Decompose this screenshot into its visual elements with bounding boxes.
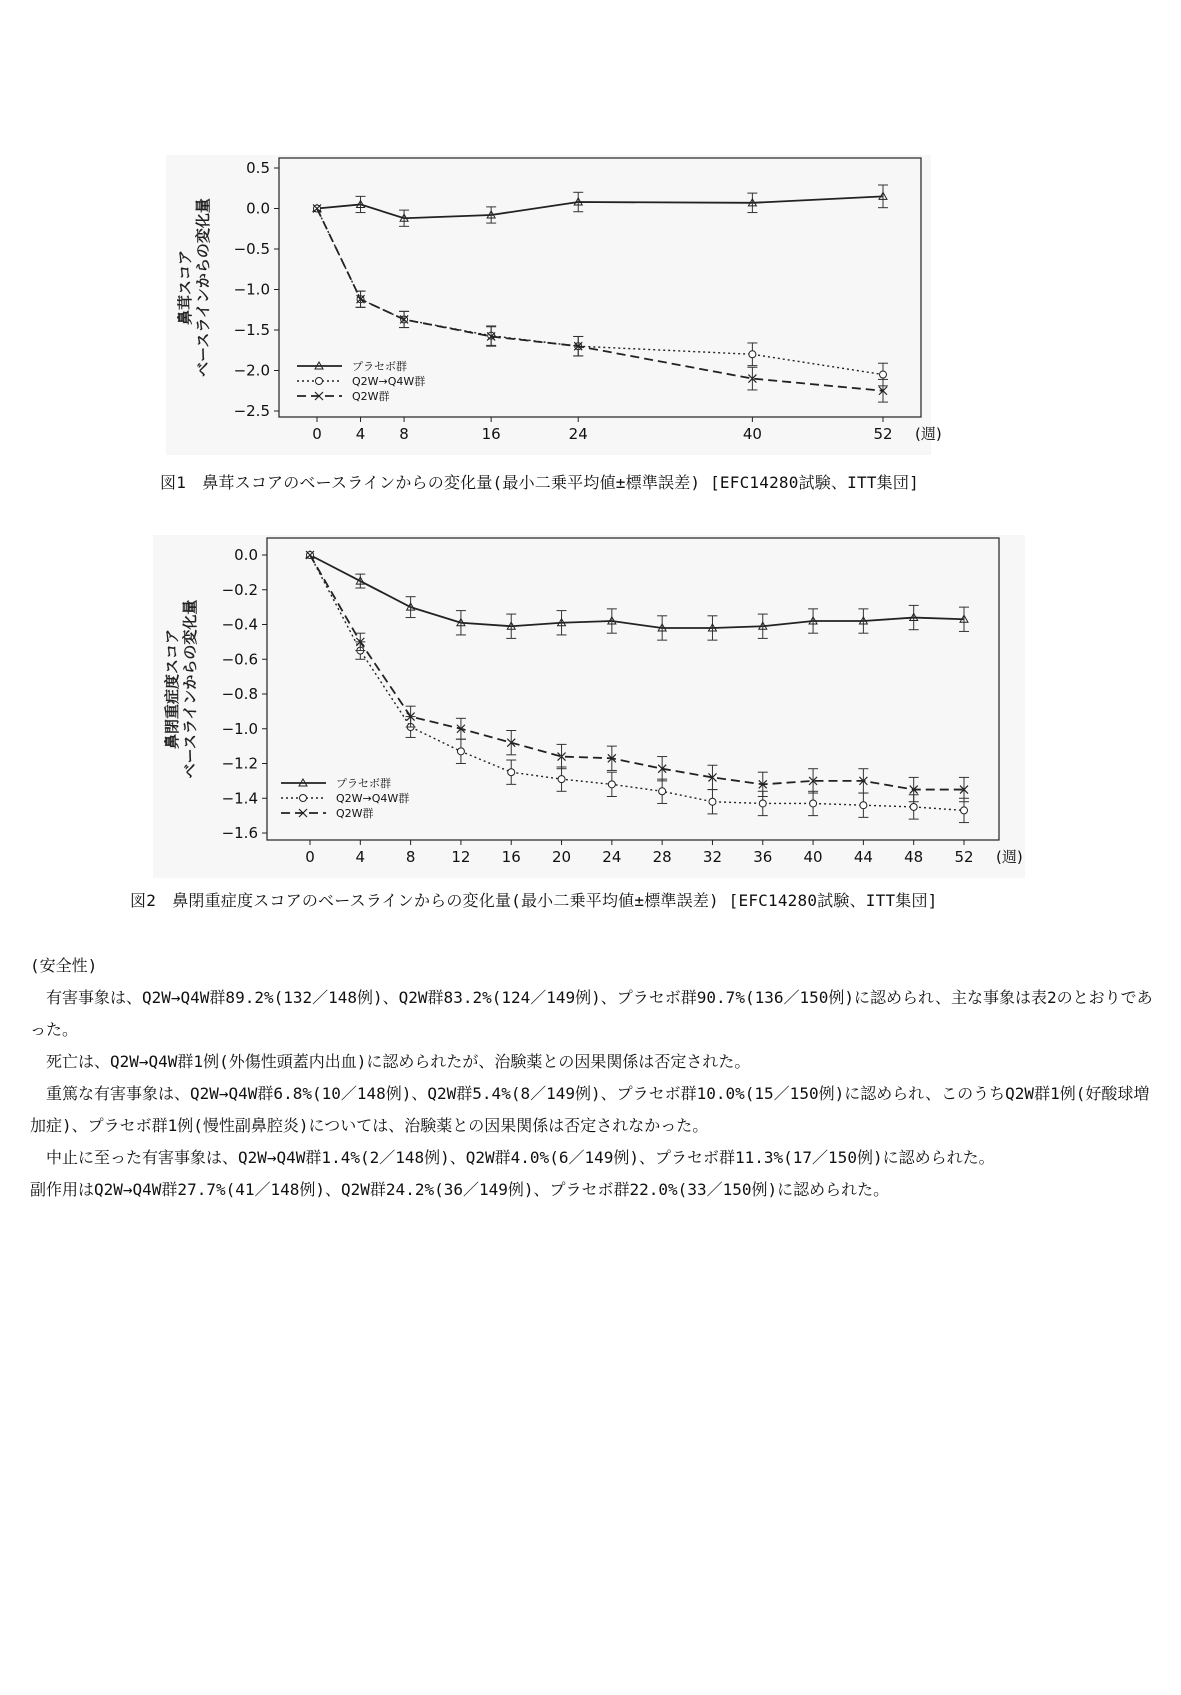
series-line bbox=[317, 196, 883, 218]
y-tick-label: −0.5 bbox=[233, 240, 270, 258]
x-tick-label: 4 bbox=[355, 425, 366, 443]
x-tick-label: 24 bbox=[602, 848, 622, 866]
circle-marker bbox=[709, 798, 716, 805]
legend-label: Q2W群 bbox=[352, 390, 390, 403]
x-tick-label: 8 bbox=[399, 425, 409, 443]
x-tick-label: 32 bbox=[702, 848, 723, 866]
legend-label: プラセボ群 bbox=[352, 360, 407, 373]
safety-paragraph-serious-events: 重篤な有害事象は、Q2W→Q4W群6.8%(10／148例)、Q2W群5.4%(8／149例)、プラセボ群10.0%(15／150例)に認められ、このうちQ2W群1例(好酸球増加症)、プラセボ群1例(慢性副鼻腔炎)については、治験薬との因果関係は否定されなかった。 bbox=[30, 1084, 1150, 1135]
circle-marker bbox=[316, 378, 323, 385]
figure-2-chart bbox=[153, 535, 1025, 878]
y-axis-label: ベースラインからの変化量 bbox=[181, 599, 199, 779]
safety-paragraph-adverse-events: 有害事象は、Q2W→Q4W群89.2%(132／148例)、Q2W群83.2%(124／149例)、プラセボ群90.7%(136／150例)に認められ、主な事象は表2のとおりであった。 bbox=[30, 988, 1153, 1039]
x-tick-label: 40 bbox=[803, 848, 823, 866]
y-tick-label: −0.2 bbox=[221, 580, 258, 599]
safety-heading: (安全性) bbox=[30, 956, 98, 975]
y-tick-label: −1.4 bbox=[221, 789, 258, 808]
y-tick-label: 0.0 bbox=[234, 546, 258, 564]
circle-marker bbox=[558, 776, 565, 783]
series-line bbox=[310, 555, 964, 810]
y-tick-label: −1.2 bbox=[221, 754, 258, 773]
safety-section bbox=[30, 950, 1160, 1206]
legend-label: Q2W→Q4W群 bbox=[336, 792, 410, 805]
y-axis-label: 鼻閉重症度スコア bbox=[163, 628, 181, 750]
x-tick-label: 52 bbox=[873, 425, 893, 443]
figure-2-caption: 図2 鼻閉重症度スコアのベースラインからの変化量(最小二乗平均値±標準誤差) [EFC14280試験、ITT集団] bbox=[130, 891, 938, 910]
x-tick-label: 0 bbox=[305, 848, 315, 866]
y-tick-label: −0.4 bbox=[221, 615, 258, 634]
chart-2-svg bbox=[153, 535, 1025, 878]
x-tick-label: 24 bbox=[568, 425, 588, 443]
x-tick-label: 36 bbox=[753, 848, 773, 866]
series-line bbox=[317, 209, 883, 375]
safety-paragraph-deaths: 死亡は、Q2W→Q4W群1例(外傷性頭蓋内出血)に認められたが、治験薬との因果関係は否定された。 bbox=[46, 1052, 751, 1071]
circle-marker bbox=[508, 769, 515, 776]
safety-paragraph-discontinuation: 中止に至った有害事象は、Q2W→Q4W群1.4%(2／148例)、Q2W群4.0%(6／149例)、プラセボ群11.3%(17／150例)に認められた。 bbox=[46, 1148, 995, 1167]
x-tick-label: 28 bbox=[652, 848, 672, 866]
x-tick-label: 8 bbox=[405, 848, 416, 866]
circle-marker bbox=[810, 800, 817, 807]
y-tick-label: −1.0 bbox=[221, 719, 258, 738]
circle-marker bbox=[300, 795, 307, 802]
y-tick-label: 0.0 bbox=[246, 199, 270, 218]
y-tick-label: −1.0 bbox=[233, 280, 270, 299]
circle-marker bbox=[457, 748, 464, 755]
series-line bbox=[310, 555, 964, 790]
legend-label: Q2W群 bbox=[336, 807, 374, 820]
y-tick-label: −1.5 bbox=[233, 321, 270, 339]
y-tick-label: −0.6 bbox=[221, 650, 258, 669]
y-tick-label: −1.6 bbox=[221, 824, 258, 842]
y-tick-label: −2.0 bbox=[233, 361, 270, 380]
y-axis-label: ベースラインからの変化量 bbox=[194, 198, 212, 377]
circle-marker bbox=[759, 800, 766, 807]
figure-1-chart bbox=[166, 155, 942, 455]
y-tick-label: −2.5 bbox=[233, 402, 270, 420]
x-tick-label: 44 bbox=[853, 848, 873, 866]
y-axis-label: 鼻茸スコア bbox=[176, 249, 194, 326]
legend-label: Q2W→Q4W群 bbox=[352, 375, 426, 388]
x-tick-label: 0 bbox=[312, 425, 322, 443]
x-tick-label: 12 bbox=[451, 848, 471, 866]
safety-paragraph-side-effects: 副作用はQ2W→Q4W群27.7%(41／148例)、Q2W群24.2%(36／149例)、プラセボ群22.0%(33／150例)に認められた。 bbox=[30, 1180, 890, 1199]
x-tick-label: 48 bbox=[904, 848, 924, 866]
x-tick-label: 20 bbox=[551, 848, 572, 866]
x-tick-label: 16 bbox=[481, 425, 501, 443]
figure-1-caption: 図1 鼻茸スコアのベースラインからの変化量(最小二乗平均値±標準誤差) [EFC14280試験、ITT集団] bbox=[160, 473, 919, 492]
chart-1-svg bbox=[166, 155, 942, 455]
x-tick-label: 4 bbox=[355, 848, 366, 866]
circle-marker bbox=[910, 803, 917, 810]
series-line bbox=[310, 555, 964, 628]
legend-label: プラセボ群 bbox=[336, 777, 391, 790]
circle-marker bbox=[659, 788, 666, 795]
x-tick-label: 40 bbox=[742, 425, 762, 443]
circle-marker bbox=[860, 802, 867, 809]
circle-marker bbox=[608, 781, 615, 788]
x-axis-unit-label: (週) bbox=[915, 425, 942, 443]
circle-marker bbox=[961, 807, 968, 814]
x-tick-label: 52 bbox=[954, 848, 974, 866]
circle-marker bbox=[880, 371, 887, 378]
circle-marker bbox=[749, 351, 756, 358]
y-tick-label: −0.8 bbox=[221, 685, 258, 703]
x-tick-label: 16 bbox=[501, 848, 521, 866]
x-axis-unit-label: (週) bbox=[996, 848, 1023, 866]
y-tick-label: 0.5 bbox=[246, 159, 270, 177]
